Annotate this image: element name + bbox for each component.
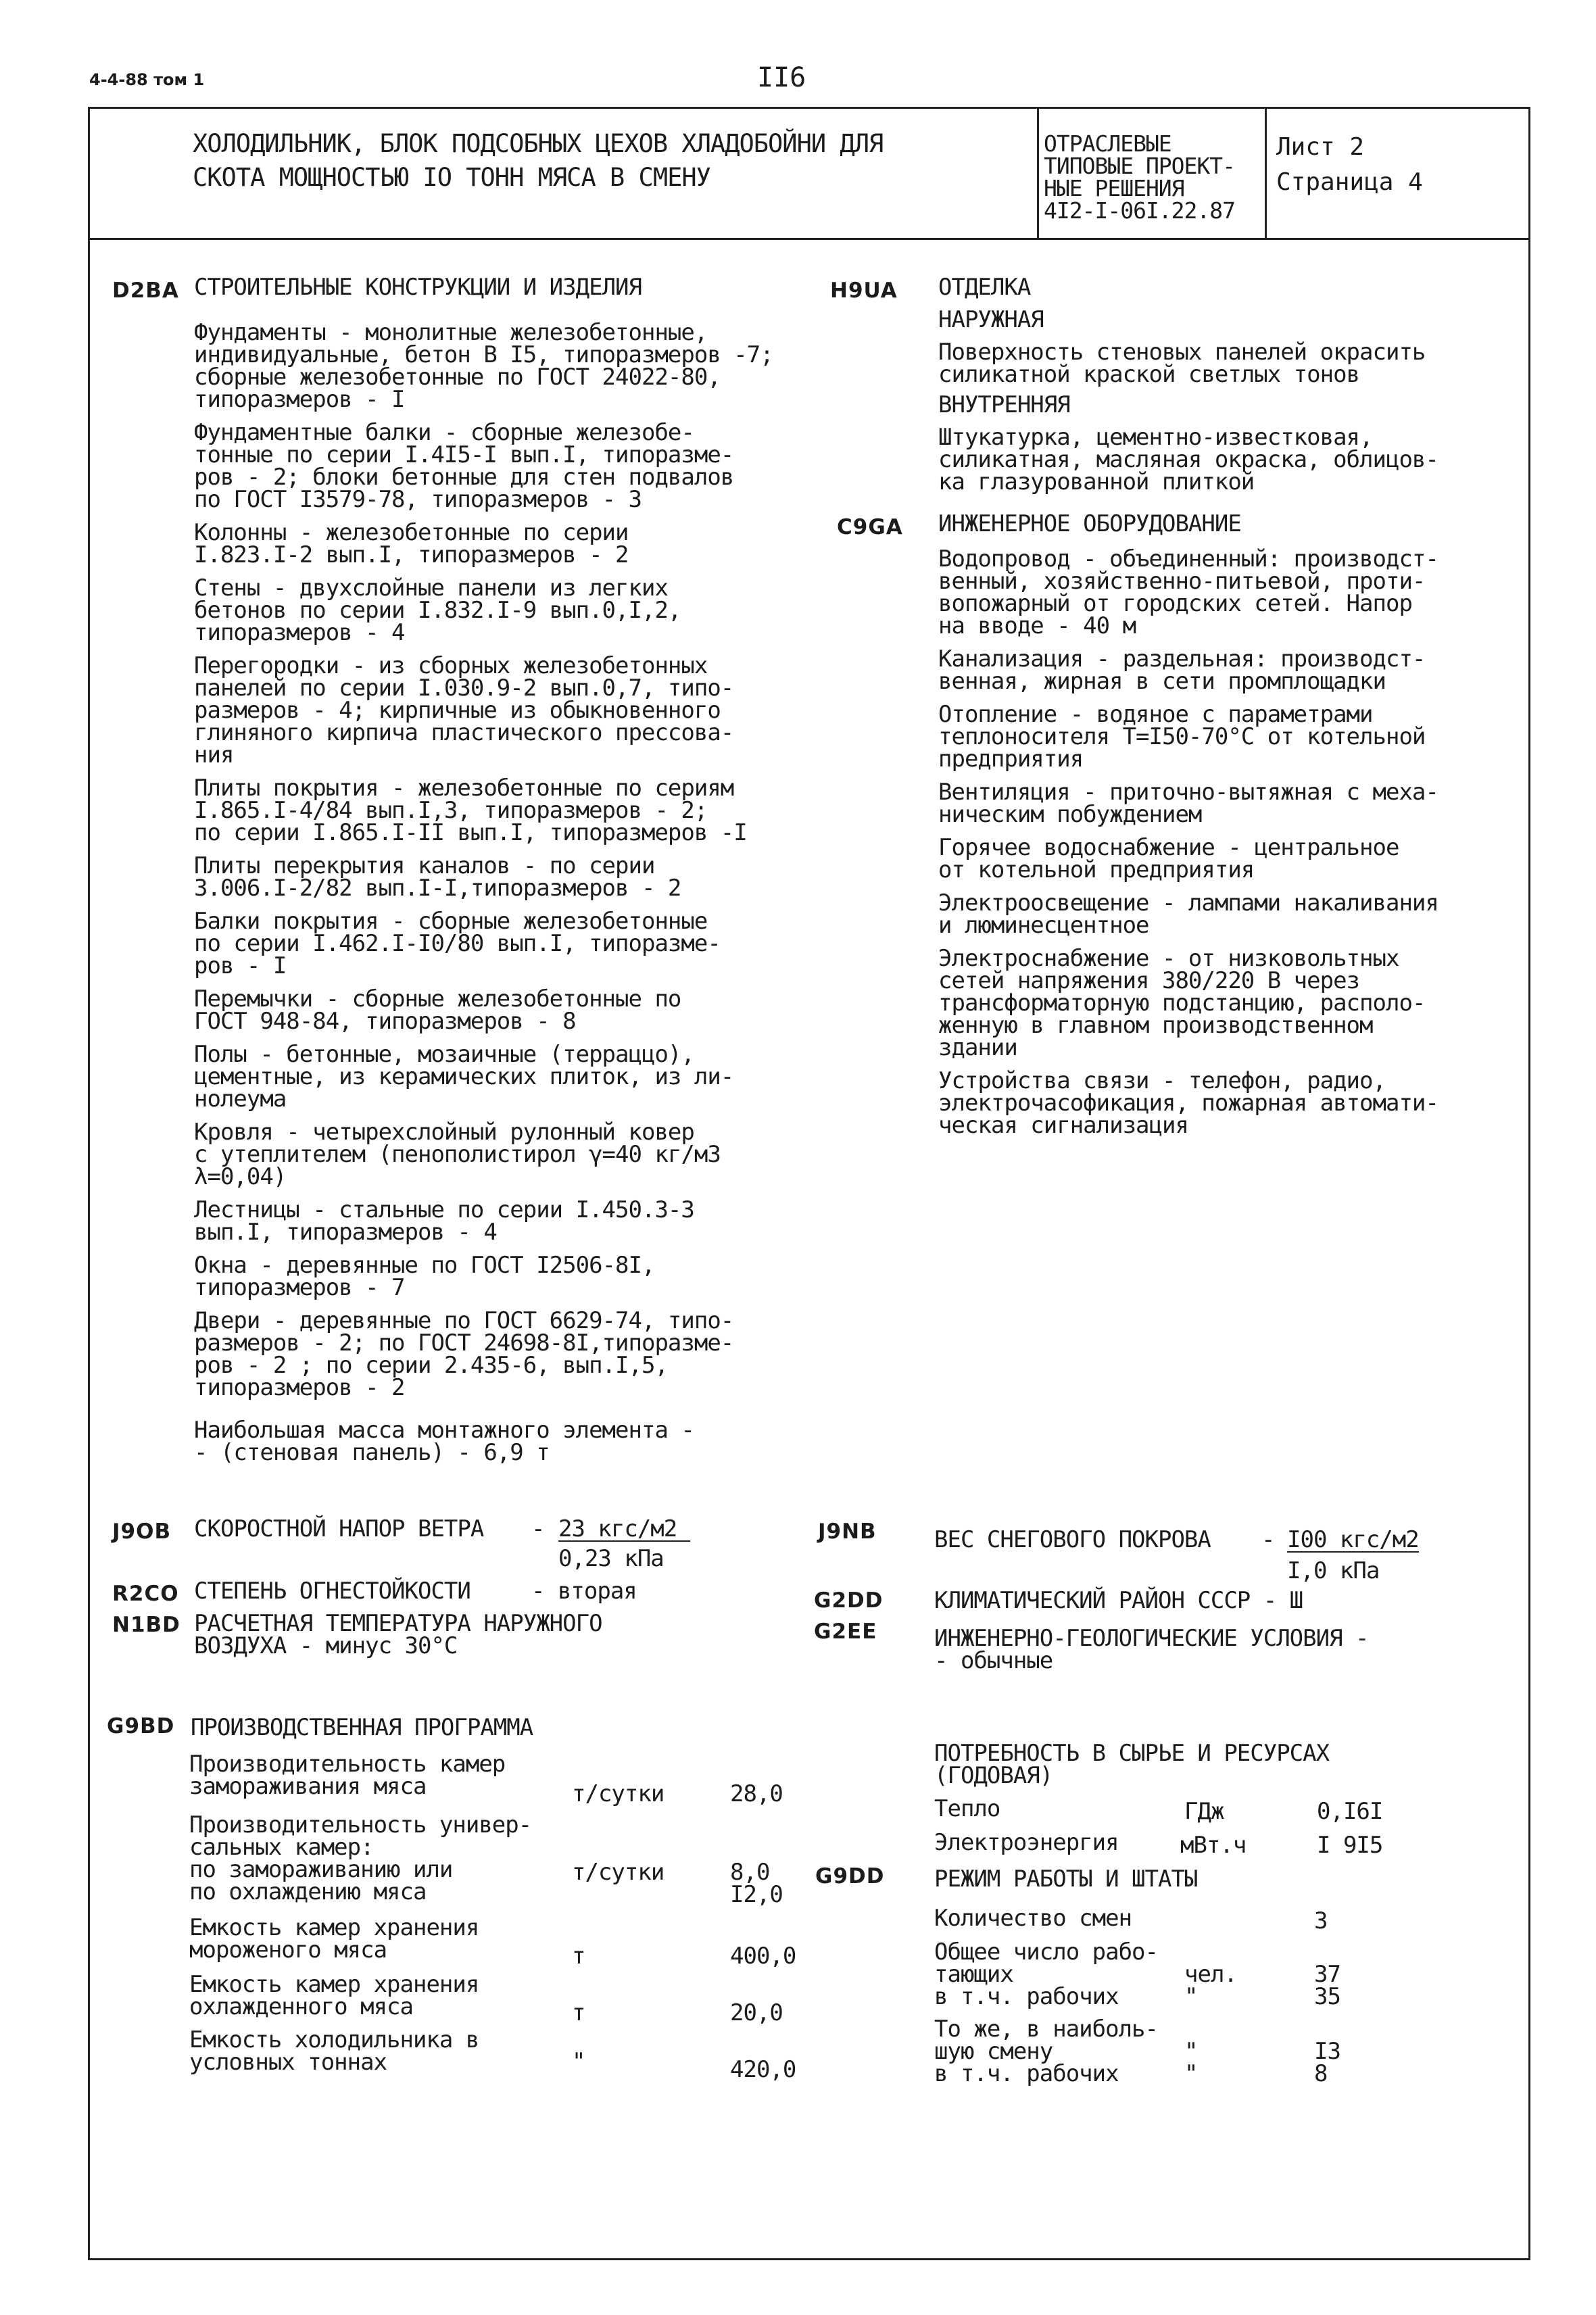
code-staff: G9DD [815, 1864, 885, 1888]
page-label: Страница 4 [1276, 168, 1423, 196]
engineering-item: Электроосвещение - лампами накаливания и люминесцентное [938, 890, 1438, 939]
sheet-box [1276, 130, 1423, 200]
temp-label: РАСЧЕТНАЯ ТЕМПЕРАТУРА НАРУЖНОГО ВОЗДУХА - минус 30°С [194, 1610, 602, 1659]
fire-value: - вторая [531, 1578, 637, 1605]
engineering-item: Водопровод - объединенный: производст- венный, хозяйственно-питьевой, проти- вопожарный от городских сетей. Напор на вводе - 40 м [938, 545, 1438, 639]
wind-value-kpa: 0,23 кПа [558, 1545, 664, 1572]
resources-row-unit: ГДж [1184, 1798, 1224, 1825]
code-geo: G2EE [814, 1619, 877, 1644]
resources-title: ПОТРЕБНОСТЬ В СЫРЬЕ И РЕСУРСАХ (ГОДОВАЯ) [934, 1740, 1330, 1789]
header-divider-1 [1037, 107, 1039, 239]
section-code-finishing: H9UA [830, 278, 898, 303]
fire-label: СТЕПЕНЬ ОГНЕСТОЙКОСТИ [194, 1578, 470, 1605]
production-row-value: 28,0 [730, 1780, 783, 1807]
staff-row-unit: чел. " [1184, 1961, 1237, 2010]
construction-item: Лестницы - стальные по серии I.450.3-3 вып.I, типоразмеров - 4 [194, 1196, 694, 1246]
wind-value: 23 кгс/м2 [558, 1518, 690, 1542]
production-row-label: Производительность камер замораживания мяса [189, 1751, 506, 1800]
engineering-item: Устройства связи - телефон, радио, электрочасофикация, пожарная автомати- ческая сигнализация [938, 1067, 1438, 1139]
snow-value-kpa: I,0 кПа [1287, 1557, 1380, 1584]
production-row-unit: т [572, 1943, 585, 1970]
series-line-2: ТИПОВЫЕ ПРОЕКТ- [1044, 153, 1236, 179]
document-title-line2: СКОТА МОЩНОСТЬЮ IO ТОНН МЯСА В СМЕНУ [193, 163, 710, 192]
code-snow: J9NB [818, 1519, 877, 1544]
engineering-item: Вентиляция - приточно-вытяжная с меха- ническим побуждением [938, 779, 1438, 828]
construction-item: Колонны - железобетонные по серии I.823.I-2 вып.I, типоразмеров - 2 [194, 519, 629, 568]
construction-item: Стены - двухслойные панели из легких бетонов по серии I.832.I-9 вып.0,I,2, типоразмеров - 4 [194, 575, 681, 646]
wind-label: СКОРОСТНОЙ НАПОР ВЕТРА [194, 1515, 484, 1542]
construction-item: Полы - бетонные, мозаичные (терраццо), цементные, из керамических плиток, из ли- нолеума [194, 1041, 734, 1113]
staff-row-label: Количество смен [934, 1905, 1132, 1932]
staff-row-value: 37 35 [1314, 1961, 1340, 2010]
snow-label: ВЕС СНЕГОВОГО ПОКРОВА [934, 1526, 1211, 1553]
engineering-item: Горячее водоснабжение - центральное от котельной предприятия [938, 834, 1399, 883]
code-wind: J9OB [112, 1519, 172, 1544]
snow-value: I00 кгс/м2 [1287, 1526, 1419, 1553]
engineering-item: Отопление - водяное с параметрами теплоносителя Т=I50-70°С от котельной предприятия [938, 701, 1426, 773]
finishing-title: ОТДЕЛКА [938, 274, 1031, 301]
snow-dash: - [1261, 1526, 1275, 1553]
construction-item: Плиты покрытия - железобетонные по сериям I.865.I-4/84 вып.I,3, типоразмеров - 2; по серии I.865.I-II вып.I, типоразмеров -I [194, 775, 747, 846]
construction-item: Фундаменты - монолитные железобетонные, индивидуальные, бетон В I5, типоразмеров -7; сборные железобетонные по ГОСТ 24022-80, типоразмеров - I [194, 319, 773, 413]
engineering-item: Электроснабжение - от низковольтных сетей напряжения 380/220 В через трансформаторную подстанцию, располо- женную в главном производственном здании [938, 945, 1426, 1061]
wind-dash: - [531, 1515, 545, 1542]
production-row-value: 420,0 [730, 2056, 796, 2083]
construction-item: Балки покрытия - сборные железобетонные по серии I.462.I-I0/80 вып.I, типоразме- ров - I [194, 908, 721, 979]
staff-row-value: 3 [1314, 1907, 1328, 1934]
resources-row-value: 0,I6I [1317, 1798, 1383, 1825]
construction-item: Двери - деревянные по ГОСТ 6629-74, типо- размеров - 2; по ГОСТ 24698-8I,типоразме- ров - 2 ; по серии 2.435-6, вып.I,5, типоразмеров - 2 [194, 1307, 734, 1401]
construction-item: Плиты перекрытия каналов - по серии 3.006.I-2/82 вып.I-I,типоразмеров - 2 [194, 852, 681, 902]
engineering-item: Канализация - раздельная: производст- венная, жирная в сети промплощадки [938, 645, 1426, 695]
finishing-section [938, 274, 1520, 504]
staff-title: РЕЖИМ РАБОТЫ И ШТАТЫ [934, 1866, 1198, 1893]
section-code-construction: D2BA [112, 278, 179, 303]
production-row-value: 8,0 I2,0 [730, 1859, 783, 1908]
engineering-section [938, 510, 1520, 1148]
engineering-title: ИНЖЕНЕРНОЕ ОБОРУДОВАНИЕ [938, 510, 1241, 537]
series-line-3: НЫЕ РЕШЕНИЯ [1044, 175, 1184, 201]
series-line-4: 4I2-I-06I.22.87 [1044, 197, 1236, 224]
header-divider [88, 238, 1530, 240]
document-title [193, 127, 883, 195]
sheet-number: Лист 2 [1276, 133, 1365, 161]
code-fire: R2CO [112, 1582, 179, 1606]
code-region: G2DD [814, 1588, 884, 1613]
construction-list [194, 319, 870, 1475]
code-production: G9BD [107, 1714, 175, 1738]
series-line-1: ОТРАСЛЕВЫЕ [1044, 130, 1171, 157]
finishing-inner-text: Штукатурка, цементно-известковая, силикатная, масляная окраска, облицов- ка глазурованной плиткой [938, 424, 1438, 495]
resources-row-unit: мВт.ч [1180, 1832, 1247, 1859]
construction-item: Окна - деревянные по ГОСТ I2506-8I, типоразмеров - 7 [194, 1252, 655, 1301]
geo-label: ИНЖЕНЕРНО-ГЕОЛОГИЧЕСКИЕ УСЛОВИЯ - - обычные [934, 1625, 1369, 1674]
construction-item: Наибольшая масса монтажного элемента - - (стеновая панель) - 6,9 т [194, 1417, 694, 1466]
production-row-label: Емкость холодильника в условных тоннах [189, 2026, 479, 2076]
staff-row-label: То же, в наиболь- шую смену в т.ч. рабочих [934, 2016, 1158, 2087]
series-box [1044, 132, 1235, 222]
construction-item: Перегородки - из сборных железобетонных панелей по серии I.030.9-2 вып.0,7, типо- размеров - 4; кирпичные из обыкновенного глиняного кирпича пластического прессова- ния [194, 652, 734, 769]
production-title: ПРОИЗВОДСТВЕННАЯ ПРОГРАММА [191, 1714, 533, 1741]
production-row-value: 20,0 [730, 1999, 783, 2026]
page-number: II6 [757, 62, 806, 93]
production-row-unit: т [572, 1999, 585, 2026]
construction-item: Фундаментные балки - сборные железобе- тонные по серии I.4I5-I вып.I, типоразме- ров - 2; блоки бетонные для стен подвалов по ГОСТ I3579-78, типоразмеров - 3 [194, 419, 734, 513]
header-divider-2 [1265, 107, 1267, 239]
resources-row-label: Электроэнергия [934, 1829, 1119, 1856]
production-row-unit: т/сутки [572, 1859, 664, 1886]
construction-title: СТРОИТЕЛЬНЫЕ КОНСТРУКЦИИ И ИЗДЕЛИЯ [194, 274, 642, 301]
resources-row-label: Тепло [934, 1795, 1000, 1822]
construction-item: Кровля - четырехслойный рулонный ковер с утеплителем (пенополистирол γ=40 кг/м3 λ=0,04) [194, 1119, 721, 1190]
construction-item: Перемычки - сборные железобетонные по ГОСТ 948-84, типоразмеров - 8 [194, 985, 681, 1035]
staff-row-unit: " " [1184, 2038, 1198, 2087]
finishing-outer-title: НАРУЖНАЯ [938, 306, 1044, 333]
finishing-inner-title: ВНУТРЕННЯЯ [938, 391, 1070, 418]
production-row-unit: т/сутки [572, 1780, 664, 1807]
code-temp: N1BD [112, 1613, 180, 1637]
document-reference: 4-4-88 том 1 [89, 70, 205, 89]
production-row-label: Емкость камер хранения охлажденного мяса [189, 1971, 479, 2020]
staff-row-label: Общее число рабо- тающих в т.ч. рабочих [934, 1939, 1158, 2010]
production-row-value: 400,0 [730, 1943, 796, 1970]
finishing-outer-text: Поверхность стеновых панелей окрасить силикатной краской светлых тонов [938, 339, 1426, 388]
production-row-unit: " [572, 2048, 585, 2075]
document-title-line1: ХОЛОДИЛЬНИК, БЛОК ПОДСОБНЫХ ЦЕХОВ ХЛАДОБОЙНИ ДЛЯ [193, 129, 884, 158]
resources-row-value: I 9I5 [1317, 1832, 1383, 1859]
production-row-label: Емкость камер хранения мороженого мяса [189, 1914, 479, 1964]
section-code-engineering: C9GA [837, 515, 903, 539]
production-row-label: Производительность универ- сальных камер: по замораживанию или по охлаждению мяса [189, 1811, 532, 1905]
region-label: КЛИМАТИЧЕСКИЙ РАЙОН СССР - Ш [934, 1587, 1303, 1614]
staff-row-value: I3 8 [1314, 2038, 1340, 2087]
